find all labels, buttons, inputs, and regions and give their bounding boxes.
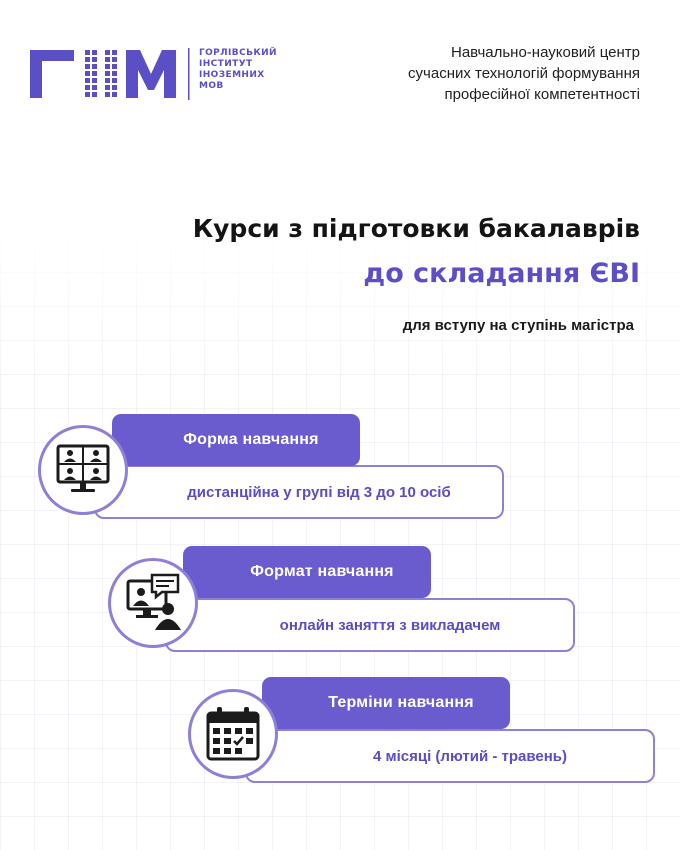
organization-line: Навчально-науковий центр (450, 44, 640, 61)
format-label-box (183, 546, 431, 598)
calendar-icon (188, 689, 278, 779)
form-value-box (94, 465, 504, 519)
terms-value-box (245, 729, 655, 783)
headline-subtitle: для вступу на ступінь магістра (402, 317, 634, 334)
headline-line-1: Курси з підготовки бакалаврів (192, 214, 640, 243)
terms-value: 4 місяці (лютий - травень) (373, 747, 567, 765)
online-teacher-icon (108, 558, 198, 648)
format-label: Формат навчання (250, 563, 394, 580)
organization-line: сучасних технологій формування (408, 65, 640, 82)
logo-line: ІНСТИТУТ (199, 59, 253, 69)
form-label: Форма навчання (183, 431, 319, 448)
logo-text (199, 48, 309, 92)
form-value: дистанційна у групі від 3 до 10 осіб (187, 483, 451, 501)
headline-line-2: до складання ЄВІ (363, 258, 640, 289)
format-value: онлайн заняття з викладачем (279, 616, 501, 634)
form-label-box (112, 414, 360, 466)
logo-line: ГОРЛІВСЬКИЙ (199, 48, 277, 58)
organization-line: професійної компетентності (444, 86, 640, 103)
logo-line: МОВ (199, 81, 224, 91)
video-conference-icon (38, 425, 128, 515)
organization-name (310, 42, 640, 105)
terms-label-box (262, 677, 510, 729)
format-value-box (165, 598, 575, 652)
terms-label: Терміни навчання (328, 694, 474, 711)
logo-line: ІНОЗЕМНИХ (199, 70, 265, 80)
